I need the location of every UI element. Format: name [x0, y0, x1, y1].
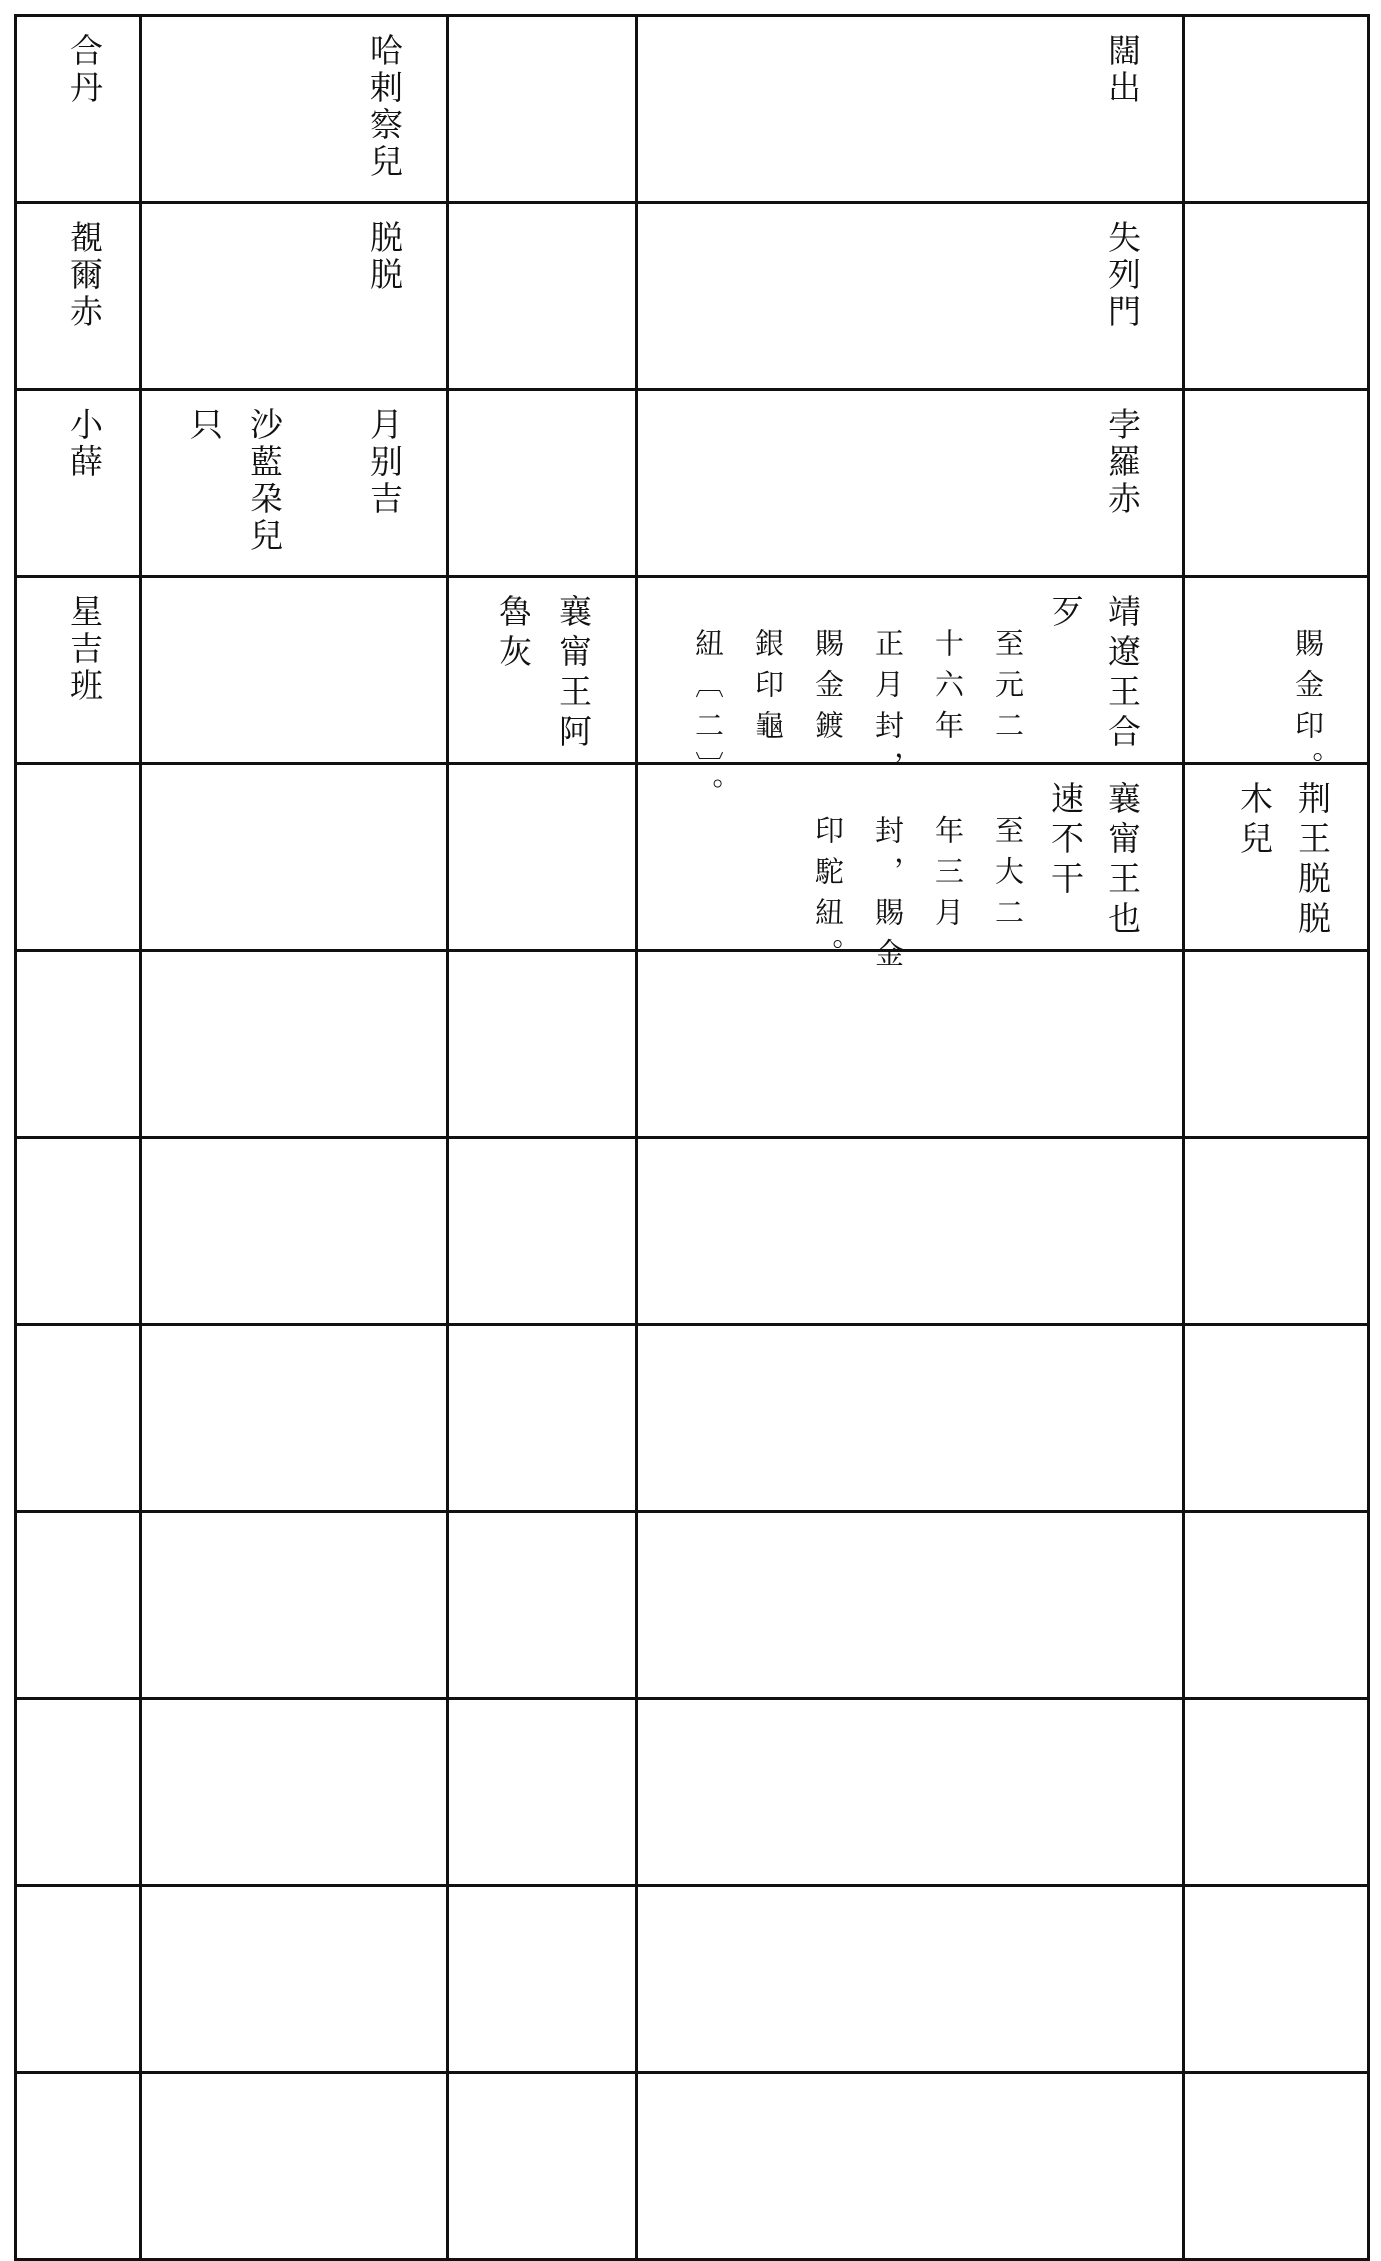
cell-r1-c2: [141, 16, 448, 203]
table-row: [16, 390, 1369, 577]
cell-r1-c3: [448, 16, 637, 203]
empty-cell: [141, 2073, 448, 2260]
empty-cell: [141, 951, 448, 1138]
name-shalanduoer: 沙藍朶兒: [245, 407, 284, 555]
empty-cell: [637, 1886, 1184, 2073]
cell-r5-c3: [448, 764, 637, 951]
empty-cell: [448, 951, 637, 1138]
name-tuotuo: 脱脱: [365, 220, 404, 294]
title-jingliao-wang: 靖遼王合: [1103, 594, 1142, 754]
name-halachaer: 哈剌察兒: [365, 33, 404, 181]
cell-r2-c2: [141, 203, 448, 390]
empty-cell: [1184, 1886, 1369, 2073]
cell-r2-c4: [637, 203, 1184, 390]
table-row: [16, 764, 1369, 951]
empty-cell: [637, 1699, 1184, 1886]
cell-r3-c3: [448, 390, 637, 577]
table-row: [16, 203, 1369, 390]
cell-r3-c4: [637, 390, 1184, 577]
name-shiliemen: 失列門: [1103, 220, 1142, 331]
note-line-1: 至大二: [991, 815, 1025, 938]
table-row: [16, 1699, 1369, 1886]
table-row: [16, 16, 1369, 203]
note-line-5: 銀印龜: [751, 628, 785, 751]
empty-cell: [141, 1138, 448, 1325]
empty-cell: [16, 2073, 141, 2260]
empty-cell: [141, 1512, 448, 1699]
title-jing-wang-cont: 木兒: [1235, 781, 1274, 861]
empty-cell: [1184, 951, 1369, 1138]
name-yuebieji: 月别吉: [365, 407, 404, 518]
title-xiangning-wang-ye-cont: 速不干: [1046, 781, 1085, 901]
empty-cell: [141, 1325, 448, 1512]
note-line-1: 至元二: [991, 628, 1025, 751]
empty-cell: [141, 1886, 448, 2073]
empty-cell: [16, 1138, 141, 1325]
table-row: [16, 2073, 1369, 2260]
cell-r2-c5: [1184, 203, 1369, 390]
note-seal: 賜金印。: [1291, 628, 1325, 792]
cell-r3-c2: [141, 390, 448, 577]
empty-cell: [448, 1512, 637, 1699]
empty-cell: [637, 1138, 1184, 1325]
empty-cell: [637, 2073, 1184, 2260]
cell-r4-c5: [1184, 577, 1369, 792]
cell-r5-c2: [141, 764, 448, 951]
empty-cell: [16, 951, 141, 1138]
name-zhi: 只: [185, 407, 224, 444]
empty-cell: [637, 1512, 1184, 1699]
empty-cell: [1184, 1325, 1369, 1512]
note-line-4: 賜金鍍: [811, 628, 845, 751]
table-row: [16, 1325, 1369, 1512]
cell-r3-c5: [1184, 390, 1369, 577]
note-line-4: 印駝紐。: [811, 815, 845, 979]
note-line-6: 紐〔二〕。: [691, 628, 725, 819]
empty-cell: [448, 2073, 637, 2260]
cell-r2-c3: [448, 203, 637, 390]
name-xingjiban: 星吉班: [65, 594, 104, 705]
name-xiaoxue: 小薛: [65, 407, 104, 481]
empty-cell: [448, 1325, 637, 1512]
cell-r1-c5: [1184, 16, 1369, 203]
empty-cell: [637, 951, 1184, 1138]
note-line-2: 年三月: [931, 815, 965, 938]
name-hedan: 合丹: [65, 33, 104, 107]
table-row: [16, 1512, 1369, 1699]
title-jingliao-wang-cont: 歹: [1046, 594, 1085, 634]
empty-cell: [637, 1325, 1184, 1512]
empty-cell: [448, 1138, 637, 1325]
empty-cell: [16, 1886, 141, 2073]
table-row: [16, 577, 1369, 764]
cell-r5-c4: [637, 764, 1184, 979]
empty-cell: [16, 1699, 141, 1886]
cell-r5-c1: [16, 764, 141, 951]
title-xiangning-wang-a: 襄甯王阿: [554, 594, 593, 754]
note-line-2: 十六年: [931, 628, 965, 751]
title-xiangning-wang-ye: 襄甯王也: [1103, 781, 1142, 941]
empty-cell: [16, 1512, 141, 1699]
cell-r1-c4: [637, 16, 1184, 203]
cell-r4-c2: [141, 577, 448, 764]
note-line-3: 封，賜金: [871, 815, 905, 979]
note-line-3: 正月封，: [871, 628, 905, 792]
name-duerchi: 覩爾赤: [65, 220, 104, 331]
empty-cell: [16, 1325, 141, 1512]
table-row: [16, 1886, 1369, 2073]
empty-cell: [1184, 1512, 1369, 1699]
empty-cell: [141, 1699, 448, 1886]
cell-r1-c1: [16, 16, 141, 203]
cell-r2-c1: [16, 203, 141, 390]
empty-cell: [1184, 1699, 1369, 1886]
table-row: [16, 1138, 1369, 1325]
title-jing-wang: 荆王脱脱: [1293, 781, 1332, 941]
cell-r4-c3: [448, 577, 637, 764]
empty-cell: [1184, 2073, 1369, 2260]
empty-cell: [448, 1699, 637, 1886]
name-boluochi: 孛羅赤: [1103, 407, 1142, 518]
title-xiangning-wang-a-cont: 魯灰: [494, 594, 533, 674]
genealogy-table: [14, 14, 1370, 2261]
cell-r3-c1: [16, 390, 141, 577]
table-row: [16, 951, 1369, 1138]
cell-r5-c5: [1184, 764, 1369, 951]
empty-cell: [448, 1886, 637, 2073]
cell-r4-c4: [637, 577, 1184, 819]
cell-r4-c1: [16, 577, 141, 764]
name-kuochu: 闊出: [1103, 33, 1142, 107]
empty-cell: [1184, 1138, 1369, 1325]
